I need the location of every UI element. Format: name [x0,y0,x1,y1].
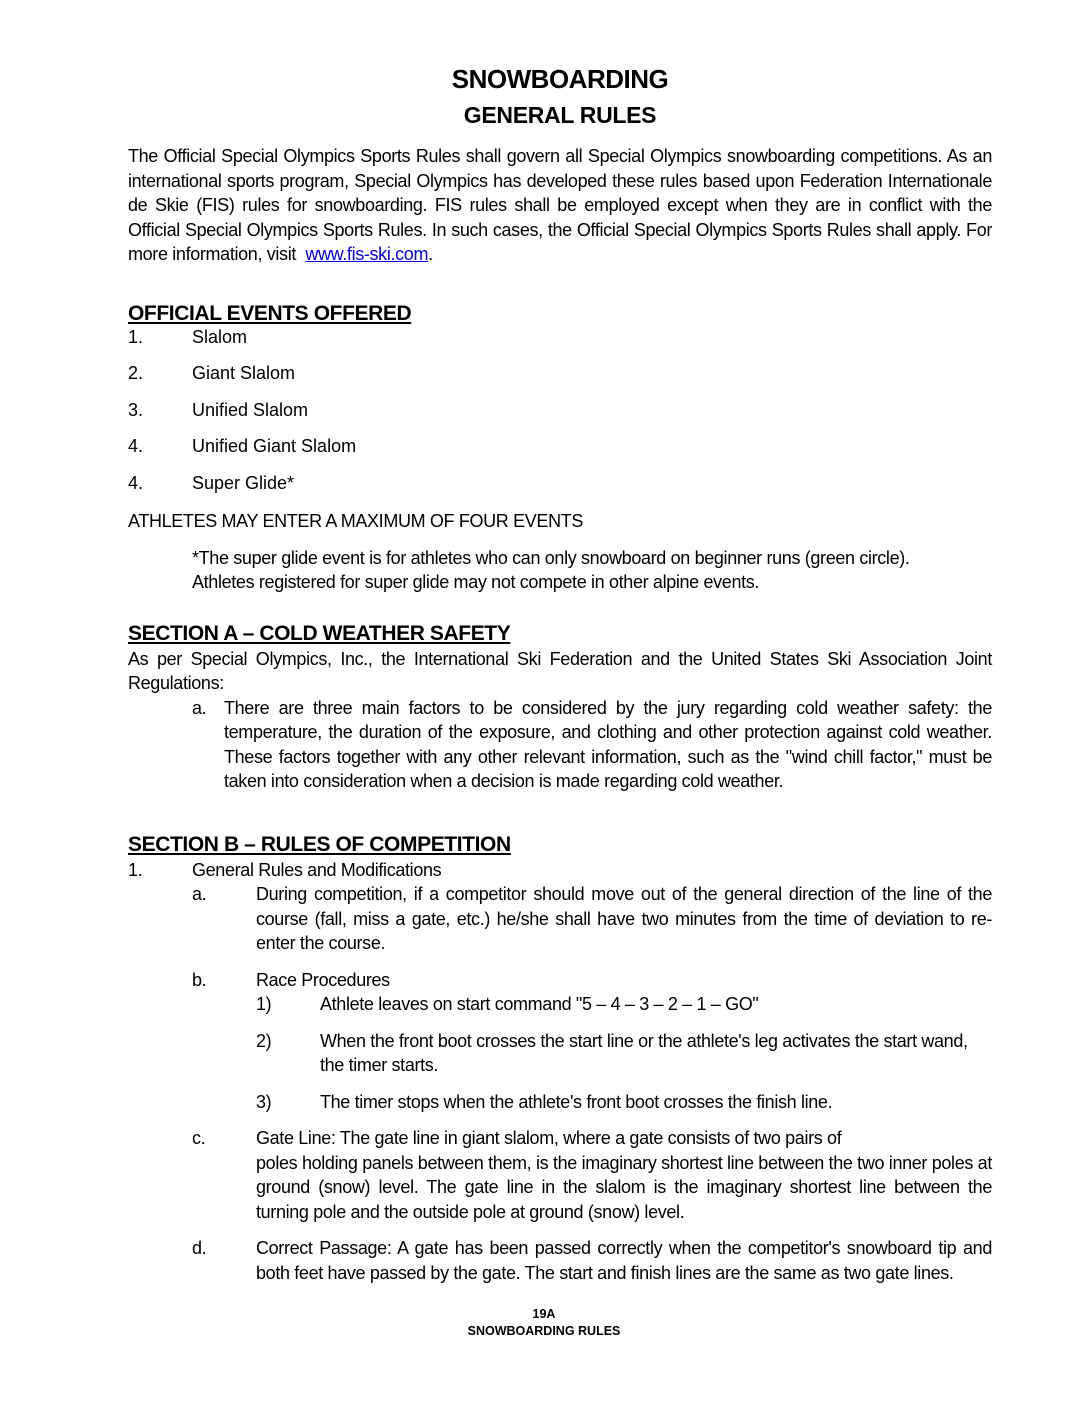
events-list [128,327,992,510]
list-item: 3. Unified Slalom [128,399,309,420]
race-procedure-item: 3) The timer stops when the athlete's front boot crosses the finish line. [256,1091,833,1112]
race-procedure-item: 2) When the front boot crosses the start line or the athlete's leg activates the start wand, the timer starts. [256,1030,968,1076]
footer-label: SNOWBOARDING RULES [467,1324,621,1338]
events-heading: OFFICIAL EVENTS OFFERED [128,301,412,325]
list-item: 1. Slalom [128,326,248,347]
rule-1: 1. General Rules and Modifications [128,859,442,880]
super-glide-note: *The super glide event is for athletes who can only snowboard on beginner runs (green circle). Athletes registered for super glide may not compete in other alpine events. [192,547,910,593]
rule-1c: c. Gate Line: The gate line in giant slalom, where a gate consists of two pairs of poles holding panels between them, is the imaginary shortest line between the two inner poles at ground (snow) level. The gate line in the slalom is the imaginary shortest line between the turning pole and the outside pole at ground (snow) level. [192,1128,992,1222]
section-a-heading: SECTION A – COLD WEATHER SAFETY [128,621,511,645]
list-item: 4. Super Glide* [128,472,295,493]
intro-text: The Official Special Olympics Sports Rules shall govern all Special Olympics snowboarding competitions. As an international sports program, Special Olympics has developed these rules based upon Federation Internationale de Skie (FIS) rules for snowboarding. FIS rules shall be employed except when they are in conflict with the Official Special Olympics Sports Rules. In such cases, the Official Special Olympics Sports Rules shall apply. For more information, visit [128,146,992,264]
intro-paragraph: The Official Special Olympics Sports Rules shall govern all Special Olympics snowboarding competitions. As an international sports program, Special Olympics has developed these rules based upon Federation Internationale de Skie (FIS) rules for snowboarding. FIS rules shall be employed except when they are in conflict with the Official Special Olympics Sports Rules. In such cases, the Official Special Olympics Sports Rules shall apply. For more information, visit www.fis-ski.com. [128,146,992,264]
rule-1a: a. During competition, if a competitor should move out of the general direction of the line of the course (fall, miss a gate, etc.) he/she shall have two minutes from the time of deviation to re-enter the course. [192,884,992,954]
list-item: 4. Unified Giant Slalom [128,436,357,457]
section-a-item: a. There are three main factors to be considered by the jury regarding cold weather safety: the temperature, the duration of the exposure, and clothing and other protection against cold weather. These factors together with any other relevant information, such as the "wind chill factor," must be taken into consideration when a decision is made regarding cold weather. [192,697,992,792]
rule-1d: d. Correct Passage: A gate has been passed correctly when the competitor's snowboard tip and both feet have passed by the gate. The start and finish lines are the same as two gate lines. [192,1238,992,1283]
fis-link[interactable]: www.fis-ski.com [305,244,429,264]
page-number: 19A [532,1307,556,1321]
document-subtitle: GENERAL RULES [463,102,657,128]
race-procedure-item: 1) Athlete leaves on start command "5 – 4 – 3 – 2 – 1 – GO" [256,994,759,1015]
rule-1b: b. Race Procedures [192,969,390,990]
section-a-intro: As per Special Olympics, Inc., the International Ski Federation and the United States Ski Association Joint Regulations: [128,648,992,694]
list-item: 2. Giant Slalom [128,363,296,384]
section-b-heading: SECTION B – RULES OF COMPETITION [128,832,511,856]
document-title: SNOWBOARDING [451,64,669,94]
max-events-note: ATHLETES MAY ENTER A MAXIMUM OF FOUR EVENTS [128,511,584,532]
page-footer [0,1306,1088,1340]
document-page [128,60,992,1285]
